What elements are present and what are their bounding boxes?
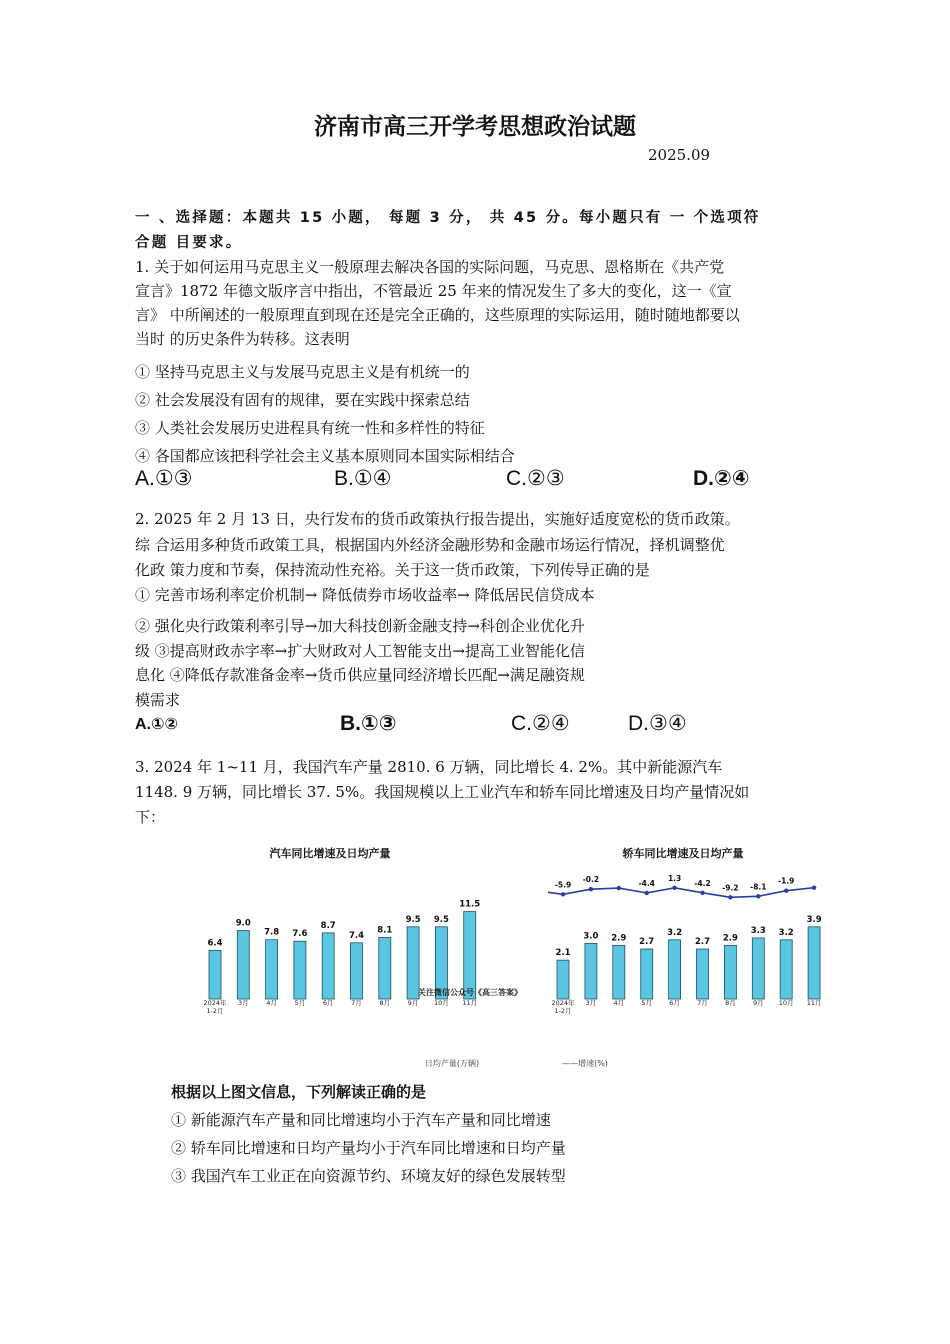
bar-value-label: 9.5 (433, 914, 449, 925)
x-tick-label: 5月 (641, 999, 653, 1007)
growth-point (617, 886, 621, 890)
q1-option: ④ 各国都应该把科学社会主义基本原则同本国实际相结合 (135, 447, 515, 465)
growth-point (812, 885, 816, 889)
bar (808, 927, 820, 999)
x-tick-label: 11月 (462, 999, 478, 1007)
q3-option: ② 轿车同比增速和日均产量均小于汽车同比增速和日均产量 (171, 1139, 566, 1157)
x-tick-label: 4月 (266, 999, 277, 1007)
legend-line: ——增速(%) (562, 1059, 608, 1068)
bar-value-label: 9.5 (405, 914, 421, 925)
charts-figure (0, 835, 950, 1075)
bar-value-label: 6.4 (207, 938, 223, 949)
bar-value-label: 9.0 (235, 918, 251, 929)
x-tick-label: 2024年 (203, 999, 227, 1007)
bar-value-label: 2.7 (639, 937, 655, 948)
q2-answer-d[interactable]: D.③④ (628, 712, 687, 735)
bar (641, 949, 653, 999)
bar-value-label: 7.8 (264, 927, 280, 938)
growth-point (561, 892, 565, 896)
q2-stem-line: 综 合运用多种货币政策工具，根据国内外经济金融形势和金融市场运行情况，择机调整优 (135, 536, 725, 554)
bar (697, 949, 709, 999)
x-tick-label: 1-2月 (206, 1007, 224, 1015)
bar (322, 933, 334, 999)
q3-stem-line: 3. 2024 年 1~11 月，我国汽车产量 2810. 6 万辆，同比增长 4. 2%。其中新能源汽车 (135, 758, 723, 776)
growth-line (563, 888, 814, 898)
q3-stem-line: 1148. 9 万辆，同比增长 37. 5%。我国规模以上工业汽车和轿车同比增速及日均产量情况如 (135, 783, 750, 801)
bar-value-label: 3.2 (667, 927, 683, 938)
x-tick-label: 10月 (778, 999, 794, 1007)
q1-stem-line: 宣言》1872 年德文版序言中指出，不管最近 25 年来的情况发生了多大的变化，这一《宣 (135, 282, 732, 300)
x-tick-label: 6月 (669, 999, 680, 1007)
growth-point (589, 887, 593, 891)
bar-value-label: 2.7 (694, 937, 711, 948)
q3-stem-line: 下： (135, 808, 166, 826)
watermark: 关注微信公众号《高三答案》 (418, 988, 522, 997)
bar (351, 943, 363, 999)
growth-value-label: -5.9 (554, 880, 572, 890)
bar (780, 940, 792, 999)
bar (266, 940, 278, 999)
x-tick-label: 7月 (697, 999, 708, 1007)
bar (379, 937, 391, 999)
q1-answer-d[interactable]: D.②④ (693, 467, 750, 490)
x-tick-label: 10月 (434, 999, 449, 1007)
bar-value-label: 3.0 (583, 931, 599, 942)
q1-option: ② 社会发展没有固有的规律，要在实践中探索总结 (135, 391, 470, 409)
x-tick-label: 8月 (379, 999, 391, 1007)
bar (237, 931, 249, 999)
chart-title: 汽车同比增速及日均产量 (269, 847, 391, 860)
bar-value-label: 2.1 (555, 948, 571, 959)
bar (752, 938, 764, 999)
car-chart (203, 846, 522, 1015)
bar-value-label: 3.9 (806, 914, 822, 925)
page-title: 济南市高三开学考思想政治试题 (314, 114, 636, 140)
q1-stem-line: 1. 关于如何运用马克思主义一般原理去解决各国的实际问题，马克思、恩格斯在《共产党 (135, 258, 725, 276)
growth-point (645, 891, 649, 895)
bar-value-label: 2.9 (722, 933, 738, 944)
bar-value-label: 2.9 (611, 933, 627, 944)
q2-option: ② 强化央行政策利率引导→加大科技创新金融支持→科创企业优化升 (135, 617, 585, 635)
x-tick-label: 9月 (752, 999, 764, 1007)
growth-value-label: -8.1 (750, 882, 767, 892)
section-header-line1: 一 、选择题：本题共 15 小题， 每题 3 分， 共 45 分。每小题只有 一 个选项符 (135, 210, 761, 226)
x-tick-label: 4月 (613, 999, 625, 1007)
section-header-line2: 合题 目要求。 (135, 235, 243, 251)
chart-title: 轿车同比增速及日均产量 (622, 847, 744, 860)
x-tick-label: 5月 (294, 999, 306, 1007)
bar-value-label: 8.7 (320, 920, 336, 931)
growth-value-label: -4.2 (694, 878, 711, 888)
q3-option: ③ 我国汽车工业正在向资源节约、环境友好的绿色发展转型 (171, 1167, 566, 1185)
q2-stem-line: 2. 2025 年 2 月 13 日，央行发布的货币政策执行报告提出，实施好适度宽松的货币政策。 (135, 510, 740, 528)
q2-option: ① 完善市场利率定价机制→ 降低债券市场收益率→ 降低居民信贷成本 (135, 586, 595, 604)
x-tick-label: 8月 (725, 999, 736, 1007)
bar-value-label: 7.4 (348, 930, 365, 941)
q1-option: ① 坚持马克思主义与发展马克思主义是有机统一的 (135, 363, 470, 381)
bar (724, 945, 736, 999)
growth-value-label: -9.2 (722, 883, 739, 893)
bar (464, 912, 476, 999)
growth-value-label: -1.9 (777, 876, 795, 886)
bar (557, 960, 569, 999)
bar-value-label: 3.2 (778, 927, 794, 938)
growth-point (756, 894, 760, 898)
q1-answer-b[interactable]: B.①④ (334, 467, 392, 490)
bar (294, 941, 306, 999)
bar (613, 945, 625, 999)
x-tick-label: 9月 (407, 999, 419, 1007)
x-tick-label: 3月 (237, 999, 249, 1007)
bar (669, 940, 681, 999)
bar (585, 944, 597, 1000)
growth-value-label: -4.4 (638, 878, 655, 888)
q1-answer-c[interactable]: C.②③ (506, 467, 565, 490)
bar-value-label: 3.3 (750, 925, 766, 936)
q2-answer-a[interactable]: A.①② (135, 716, 179, 733)
q2-answer-c[interactable]: C.②④ (511, 712, 570, 735)
q2-option: 模需求 (135, 691, 181, 709)
x-tick-label: 3月 (585, 999, 597, 1007)
bar (209, 950, 221, 999)
x-tick-label: 2024年 (551, 999, 575, 1007)
growth-point (672, 886, 676, 890)
growth-value-label: -0.2 (582, 875, 600, 885)
q3-question: 根据以上图文信息，下列解读正确的是 (171, 1083, 427, 1101)
exam-date: 2025.09 (648, 146, 711, 164)
x-tick-label: 6月 (322, 999, 334, 1007)
q1-stem-line: 言》 中所阐述的一般原理直到现在还是完全正确的，这些原理的实际运用，随时随地都要以 (135, 306, 740, 324)
q1-answer-a[interactable]: A.①③ (135, 467, 193, 490)
q2-stem-line: 化政 策力度和节奏，保持流动性充裕。关于这一货币政策，下列传导正确的是 (135, 561, 650, 579)
q3-option: ① 新能源汽车产量和同比增速均小于汽车产量和同比增速 (171, 1111, 551, 1129)
bar-value-label: 11.5 (459, 899, 481, 910)
growth-value-label: 1.3 (667, 873, 682, 883)
growth-line-lead (548, 892, 563, 894)
bar-value-label: 7.6 (292, 929, 308, 940)
q2-answer-b[interactable]: B.①③ (340, 712, 397, 735)
legend-bar: 日均产量(万辆) (424, 1059, 480, 1068)
x-tick-label: 7月 (351, 999, 362, 1007)
q1-option: ③ 人类社会发展历史进程具有统一性和多样性的特征 (135, 419, 485, 437)
q1-stem-line: 当时 的历史条件为转移。这表明 (135, 330, 350, 348)
growth-point (700, 891, 704, 895)
x-tick-label: 1-2月 (554, 1007, 572, 1015)
x-tick-label: 11月 (806, 999, 822, 1007)
growth-point (784, 889, 788, 893)
growth-point (728, 895, 732, 899)
q2-option: 息化 ④降低存款准备金率→货币供应量同经济增长匹配→满足融资规 (135, 666, 585, 684)
bar-value-label: 8.1 (377, 925, 393, 936)
sedan-chart (425, 846, 822, 1068)
q2-option: 级 ③提高财政赤字率→扩大财政对人工智能支出→提高工业智能化信 (135, 642, 585, 660)
